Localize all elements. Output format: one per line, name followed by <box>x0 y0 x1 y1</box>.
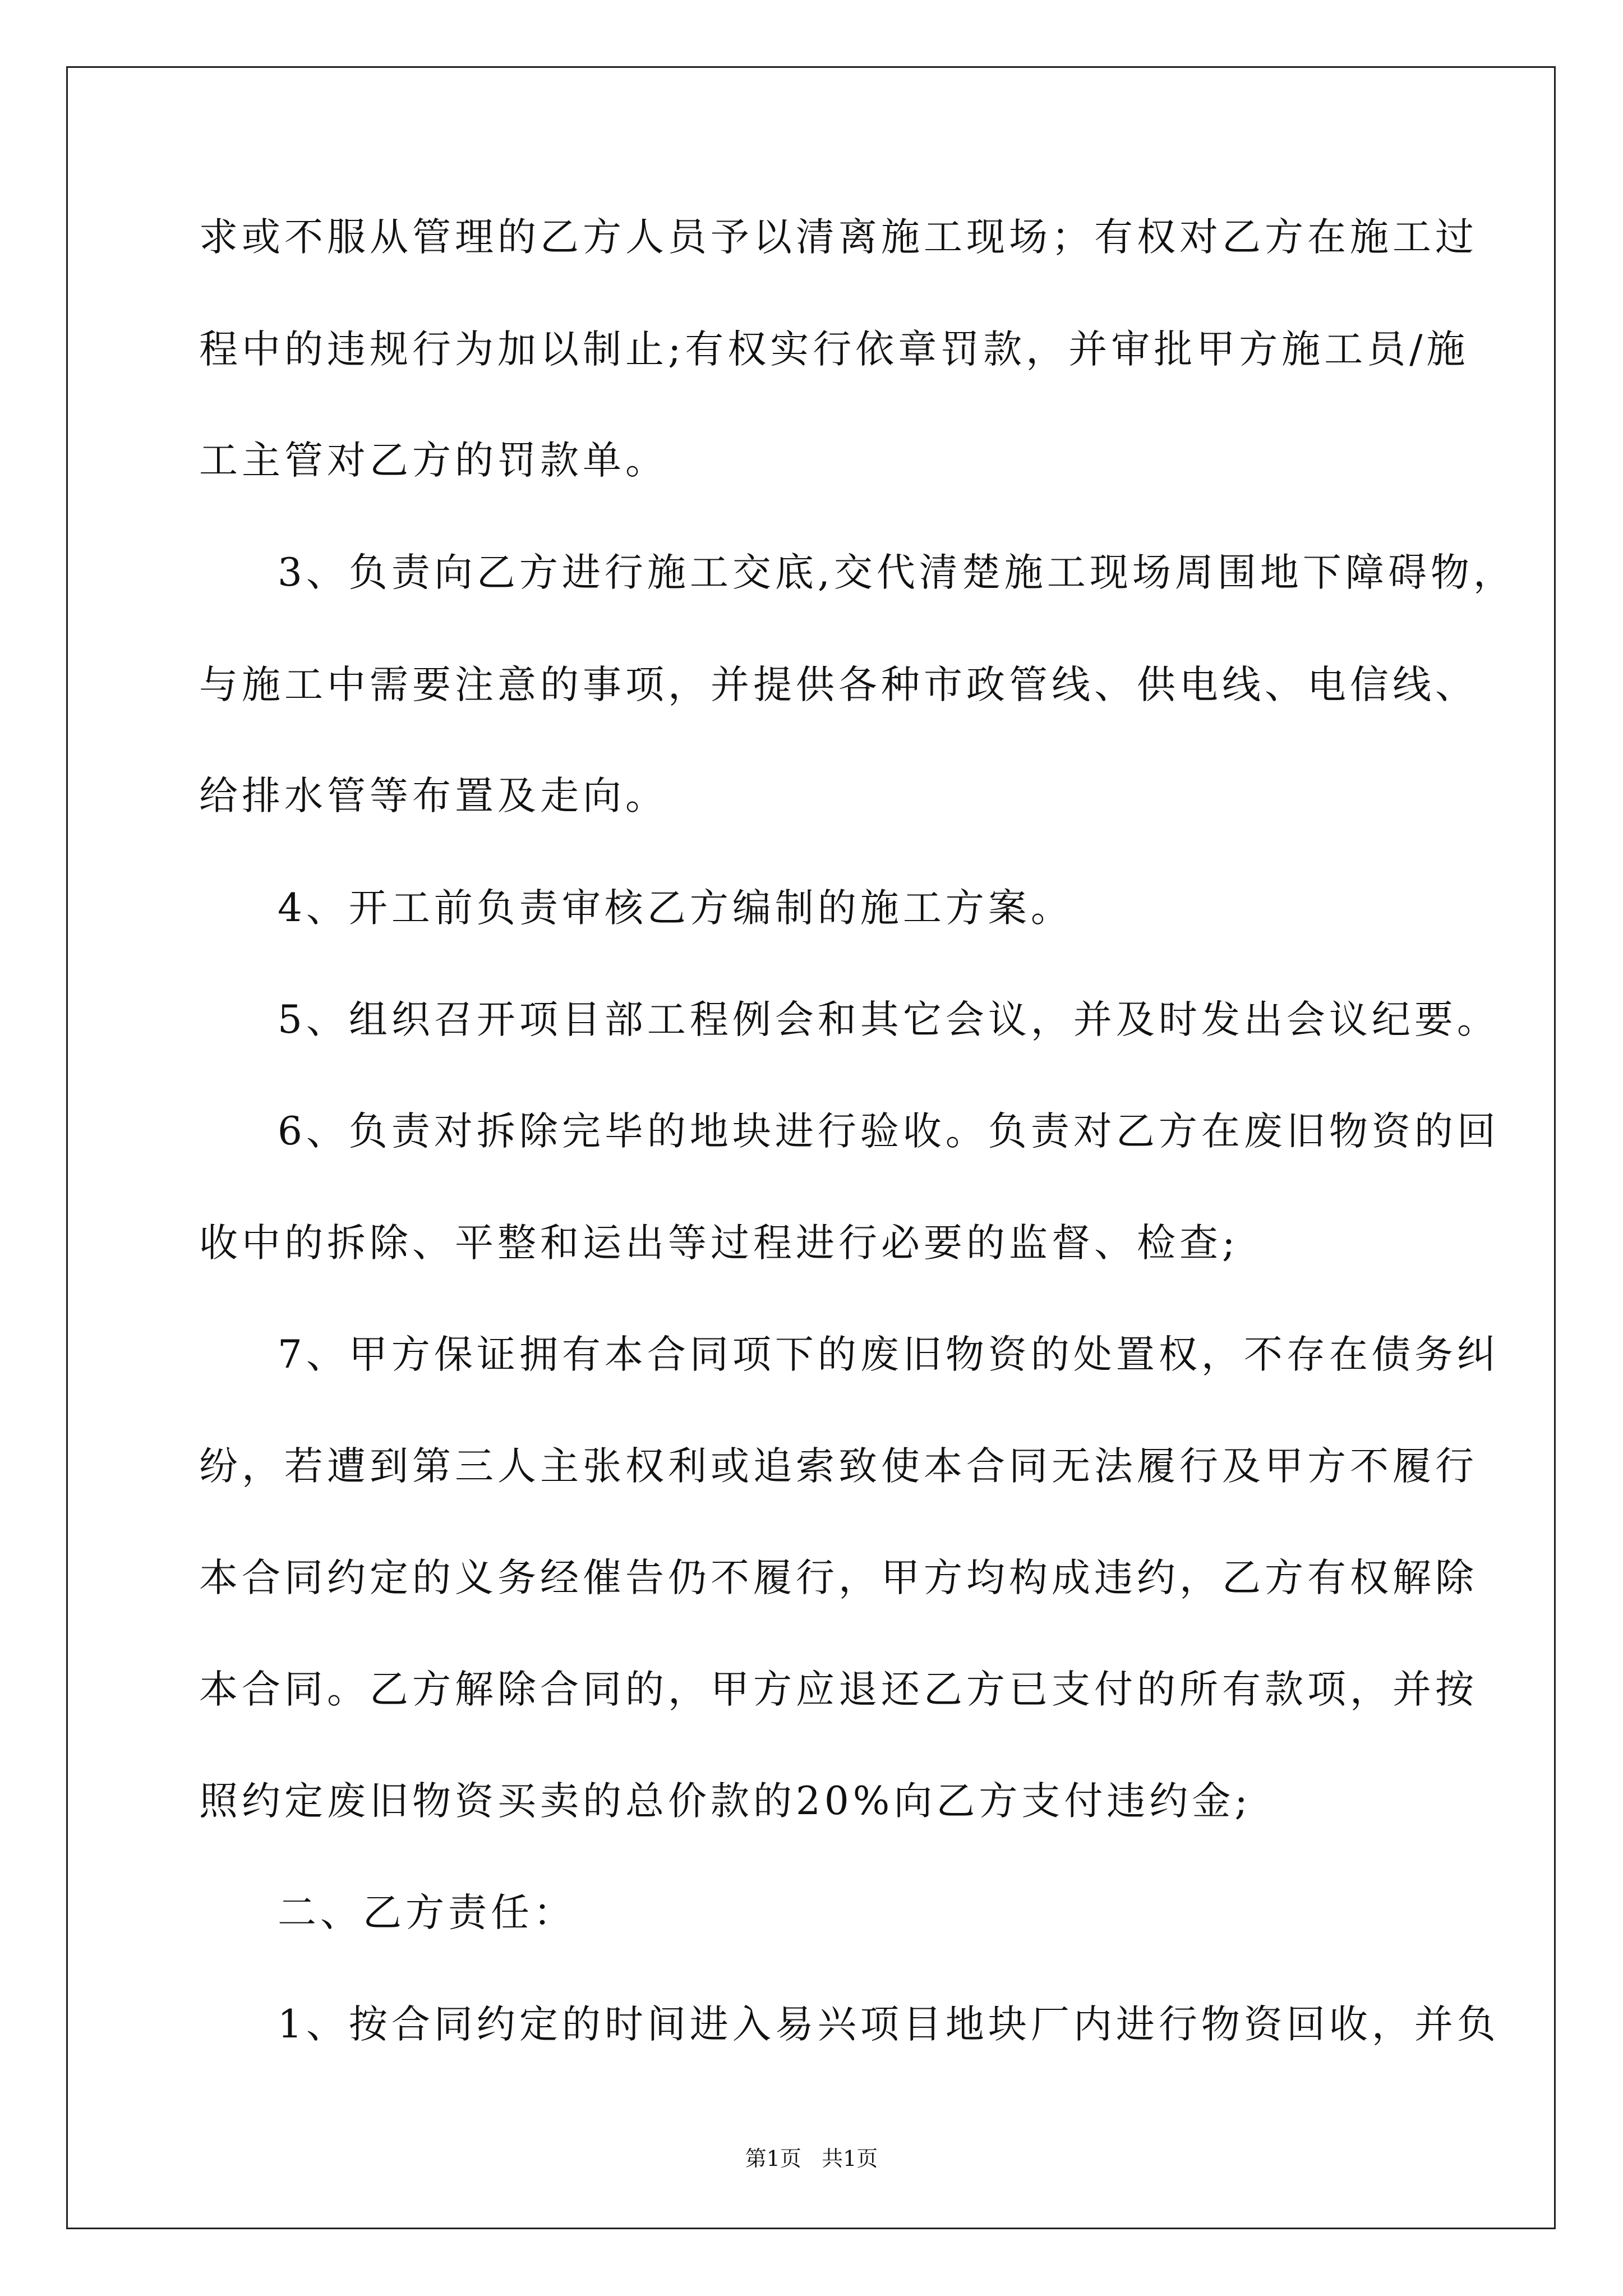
text-line: 工主管对乙方的罚款单。 <box>199 438 668 483</box>
text-line: 照约定废旧物资买卖的总价款的20%向乙方支付违约金; <box>199 1779 1252 1824</box>
text-line: 本合同。乙方解除合同的，甲方应退还乙方已支付的所有款项，并按 <box>199 1667 1478 1712</box>
text-line: 给排水管等布置及走向。 <box>199 774 668 818</box>
page-footer <box>0 2145 1623 2173</box>
text-line: 收中的拆除、平整和运出等过程进行必要的监督、检查; <box>199 1221 1239 1266</box>
section-heading: 二、乙方责任： <box>278 1890 576 1935</box>
text-line: 5、组织召开项目部工程例会和其它会议，并及时发出会议纪要。 <box>278 997 1500 1042</box>
text-line: 1、按合同约定的时间进入易兴项目地块厂内进行物资回收，并负 <box>278 2002 1500 2047</box>
text-line: 纷，若遭到第三人主张权利或追索致使本合同无法履行及甲方不履行 <box>199 1444 1478 1489</box>
text-line: 3、负责向乙方进行施工交底,交代清楚施工现场周围地下障碍物， <box>278 550 1516 595</box>
text-line: 7、甲方保证拥有本合同项下的废旧物资的处置权，不存在债务纠 <box>278 1332 1500 1377</box>
text-line: 4、开工前负责审核乙方编制的施工方案。 <box>278 886 1073 931</box>
text-line: 程中的违规行为加以制止;有权实行依章罚款，并审批甲方施工员/施 <box>199 327 1469 372</box>
page-number: 第1页 共1页 <box>745 2146 878 2171</box>
text-line: 与施工中需要注意的事项，并提供各种市政管线、供电线、电信线、 <box>199 662 1478 707</box>
text-line: 本合同约定的义务经催告仍不履行，甲方均构成违约，乙方有权解除 <box>199 1556 1478 1600</box>
text-line: 6、负责对拆除完毕的地块进行验收。负责对乙方在废旧物资的回 <box>278 1109 1500 1154</box>
text-line: 求或不服从管理的乙方人员予以清离施工现场；有权对乙方在施工过 <box>199 215 1478 260</box>
